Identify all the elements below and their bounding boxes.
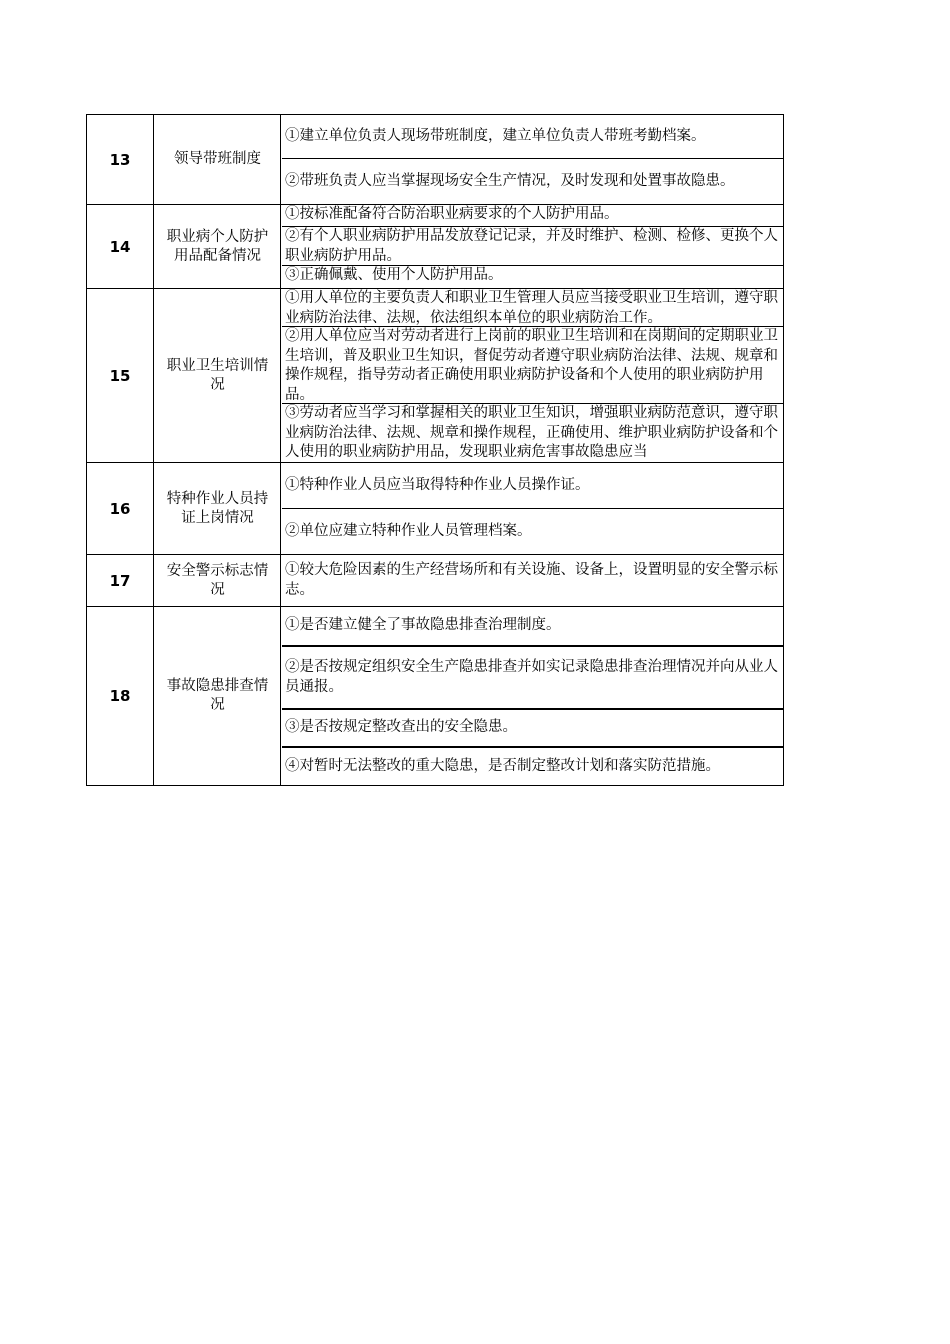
row-items <box>282 205 784 288</box>
row-items <box>282 555 784 606</box>
row-number: 17 <box>87 555 154 606</box>
item-text: ①特种作业人员应当取得特种作业人员操作证。 <box>285 476 590 493</box>
item-text: ①按标准配备符合防治职业病要求的个人防护用品。 <box>285 206 619 222</box>
item-cell <box>282 509 783 554</box>
item-text: ②是否按规定组织安全生产隐患排查并如实记录隐患排查治理情况并向从业人员通报。 <box>285 659 778 695</box>
item-cell <box>282 115 783 159</box>
table-row-13 <box>87 115 784 205</box>
item-cell <box>282 159 783 204</box>
item-text: ③正确佩戴、使用个人防护用品。 <box>285 267 503 283</box>
row-category: 特种作业人员持证上岗情况 <box>155 463 281 554</box>
item-text: ①较大危险因素的生产经营场所和有关设施、设备上，设置明显的安全警示标志。 <box>285 562 778 598</box>
row-items <box>282 463 784 554</box>
item-text: ②带班负责人应当掌握现场安全生产情况，及时发现和处置事故隐患。 <box>285 172 735 189</box>
item-text: ②有个人职业病防护用品发放登记记录，并及时维护、检测、检修、更换个人职业病防护用品。 <box>285 228 778 264</box>
item-text: ①建立单位负责人现场带班制度，建立单位负责人带班考勤档案。 <box>285 127 706 144</box>
item-cell <box>282 607 783 647</box>
item-cell <box>282 647 783 710</box>
item-text: ④对暂时无法整改的重大隐患，是否制定整改计划和落实防范措施。 <box>285 757 720 774</box>
table-row-16 <box>87 463 784 555</box>
item-text: ③劳动者应当学习和掌握相关的职业卫生知识，增强职业病防范意识，遵守职业病防治法律、法规、规章和操作规程，正确使用、维护职业病防护设备和个人使用的职业病防护用品，发现职业病危害事故隐患应当 <box>285 405 778 460</box>
item-cell <box>282 710 783 748</box>
item-cell <box>282 327 783 404</box>
row-items <box>282 607 784 785</box>
row-category: 职业病个人防护用品配备情况 <box>155 205 281 288</box>
inspection-table <box>86 114 784 786</box>
item-text: ②用人单位应当对劳动者进行上岗前的职业卫生培训和在岗期间的定期职业卫生培训，普及职业卫生知识，督促劳动者遵守职业病防治法律、法规、规章和操作规程，指导劳动者正确使用职业病防护设备和个人使用的职业病防护用品。 <box>285 328 778 403</box>
row-category: 安全警示标志情况 <box>155 555 281 606</box>
row-number: 18 <box>87 607 154 785</box>
item-cell <box>282 205 783 227</box>
row-number: 13 <box>87 115 154 204</box>
item-cell <box>282 266 783 288</box>
item-cell <box>282 463 783 509</box>
item-cell <box>282 748 783 785</box>
row-category: 职业卫生培训情况 <box>155 289 281 462</box>
table-row-14 <box>87 205 784 289</box>
item-cell <box>282 555 783 606</box>
row-items <box>282 115 784 204</box>
table-row-15 <box>87 289 784 463</box>
row-items <box>282 289 784 462</box>
item-text: ①是否建立健全了事故隐患排查治理制度。 <box>285 617 561 634</box>
row-number: 16 <box>87 463 154 554</box>
row-category: 事故隐患排查情况 <box>155 607 281 785</box>
table-row-17 <box>87 555 784 607</box>
row-number: 14 <box>87 205 154 288</box>
item-cell <box>282 227 783 266</box>
item-text: ①用人单位的主要负责人和职业卫生管理人员应当接受职业卫生培训，遵守职业病防治法律、法规，依法组织本单位的职业病防治工作。 <box>285 290 778 326</box>
row-category: 领导带班制度 <box>155 115 281 204</box>
item-cell <box>282 289 783 327</box>
table-row-18 <box>87 607 784 786</box>
row-number: 15 <box>87 289 154 462</box>
item-text: ③是否按规定整改查出的安全隐患。 <box>285 719 517 736</box>
item-cell <box>282 404 783 462</box>
item-text: ②单位应建立特种作业人员管理档案。 <box>285 522 532 539</box>
